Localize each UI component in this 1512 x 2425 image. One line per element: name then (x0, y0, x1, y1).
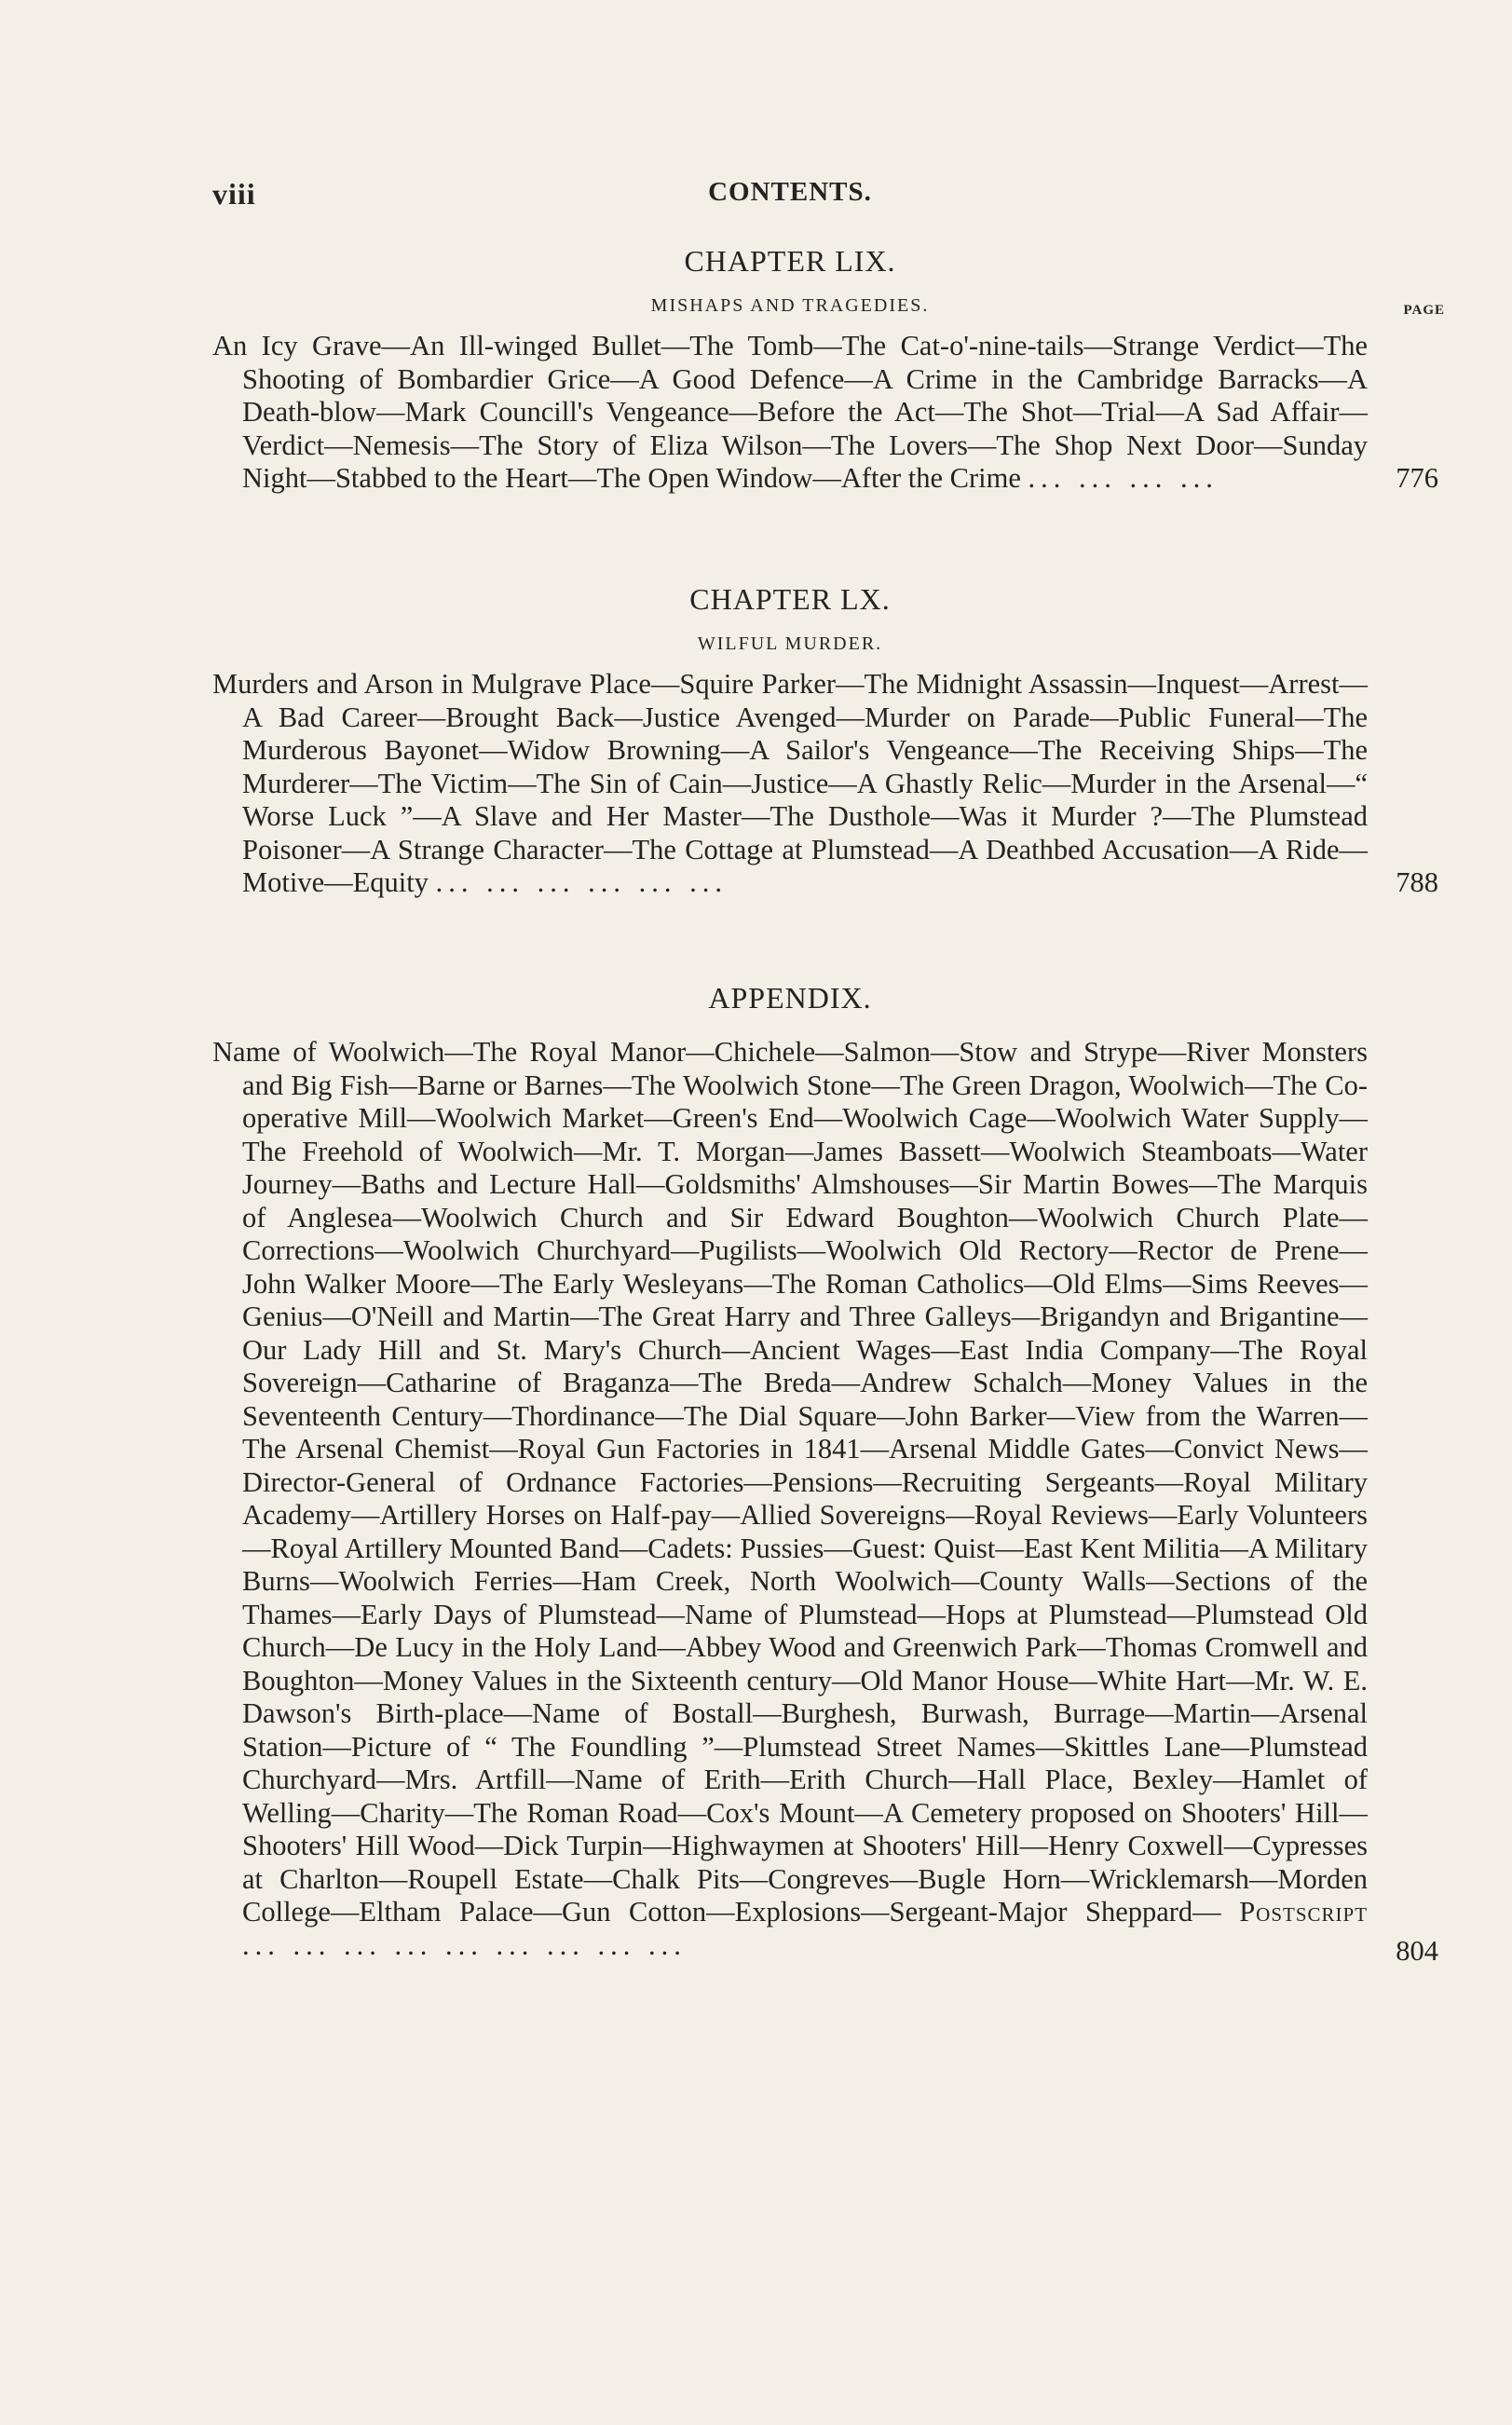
dot-leaders: ... ... ... ... (1028, 462, 1219, 494)
chapter-contents (212, 668, 1438, 900)
chapter-lx (212, 582, 1438, 900)
appendix (212, 981, 1438, 1967)
chapter-subtitle: MISHAPS AND TRAGEDIES. (650, 295, 930, 316)
chapter-contents-text: An Icy Grave—An Ill-winged Bullet—The Tomb—The Cat-o'-nine-tails—Strange Verdict—The Shooting of Bombardier Grice—A Good Defence—A Crime in the Cambridge Barracks—A Death-blow—Mark Councill's Vengeance—Before the Act—The Shot—Trial—A Sad Affair—Verdict—Nemesis—The Story of Eliza Wilson—The Lovers—The Shop Next Door—Sunday Night—Stabbed to the Heart—The Open Window—After the Crime (212, 330, 1368, 494)
dot-leaders: ... ... ... ... ... ... (435, 866, 728, 898)
running-head: CONTENTS. (708, 177, 872, 207)
page-number: 776 (1396, 462, 1438, 494)
page-number: 804 (1396, 1934, 1438, 1967)
appendix-heading: APPENDIX. (708, 981, 872, 1015)
postscript-label: Postscript (1239, 1896, 1369, 1928)
dot-leaders: ... ... ... ... ... ... ... ... ... (242, 1928, 687, 1961)
chapter-contents-text: Murders and Arson in Mulgrave Place—Squire Parker—The Midnight Assassin—Inquest—Arrest—A Bad Career—Brought Back—Justice Avenged—Murder on Parade—Public Funeral—The Murderous Bayonet—Widow Browning—A Sailor's Vengeance—The Receiving Ships—The Murderer—The Victim—The Sin of Cain—Justice—A Ghastly Relic—Murder in the Arsenal—“ Worse Luck ”—A Slave and Her Master—The Dusthole—Was it Murder ?—The Plumstead Poisoner—A Strange Character—The Cottage at Plumstead—A Deathbed Accusation—A Ride—Motive—Equity (212, 668, 1368, 898)
appendix-contents (212, 1036, 1438, 1967)
folio-number: viii (212, 177, 256, 211)
chapter-heading: CHAPTER LX. (689, 582, 891, 616)
page-number: 788 (1396, 866, 1438, 898)
chapter-subtitle: WILFUL MURDER. (697, 633, 883, 654)
chapter-heading: CHAPTER LIX. (684, 244, 896, 278)
page-header (212, 177, 1368, 218)
appendix-contents-text: Name of Woolwich—The Royal Manor—Chichele—Salmon—Stow and Strype—River Monsters and Big Fish—Barne or Barnes—The Woolwich Stone—The Green Dragon, Woolwich—The Co-operative Mill—Woolwich Market—Green's End—Woolwich Cage—Woolwich Water Supply—The Freehold of Woolwich—Mr. T. Morgan—James Bassett—Woolwich Steamboats—Water Journey—Baths and Lecture Hall—Goldsmiths' Almshouses—Sir Martin Bowes—The Marquis of Anglesea—Woolwich Church and Sir Edward Boughton—Woolwich Church Plate—Corrections—Woolwich Churchyard—Pugilists—Woolwich Old Rectory—Rector de Prene—John Walker Moore—The Early Wesleyans—The Roman Catholics—Old Elms—Sims Reeves—Genius—O'Neill and Martin—The Great Harry and Three Galleys—Brigandyn and Brigantine—Our Lady Hill and St. Mary's Church—Ancient Wages—East India Company—The Royal Sovereign—Catharine of Braganza—The Breda—Andrew Schalch—Money Values in the Seventeenth Century—Thordinance—The Dial Square—John Barker—View from the Warren—The Arsenal Chemist—Royal Gun Factories in 1841—Arsenal Middle Gates—Convict News—Director-General of Ordnance Factories—Pensions—Recruiting Sergeants—Royal Military Academy—Artillery Horses on Half-pay—Allied Sovereigns—Royal Reviews—Early Volunteers—Royal Artillery Mounted Band—Cadets: Pussies—Guest: Quist—East Kent Militia—A Military Burns—Woolwich Ferries—Ham Creek, North Woolwich—County Walls—Sections of the Thames—Early Days of Plumstead—Name of Plumstead—Hops at Plumstead—Plumstead Old Church—De Lucy in the Holy Land—Abbey Wood and Greenwich Park—Thomas Cromwell and Boughton—Money Values in the Sixteenth century—Old Manor House—White Hart—Mr. W. E. Dawson's Birth-place—Name of Bostall—Burghesh, Burwash, Burrage—Martin—Arsenal Station—Picture of “ The Foundling ”—Plumstead Street Names—Skittles Lane—Plumstead Churchyard—Mrs. Artfill—Name of Erith—Erith Church—Hall Place, Bexley—Hamlet of Welling—Charity—The Roman Road—Cox's Mount—A Cemetery proposed on Shooters' Hill—Shooters' Hill Wood—Dick Turpin—Highwaymen at Shooters' Hill—Henry Coxwell—Cypresses at Charlton—Roupell Estate—Chalk Pits—Congreves—Bugle Horn—Wricklemarsh—Morden College—Eltham Palace—Gun Cotton—Explosions—Sergeant-Major Sheppard— (212, 1036, 1368, 1928)
page-column-label: PAGE (1403, 303, 1445, 318)
chapter-contents (212, 330, 1438, 496)
